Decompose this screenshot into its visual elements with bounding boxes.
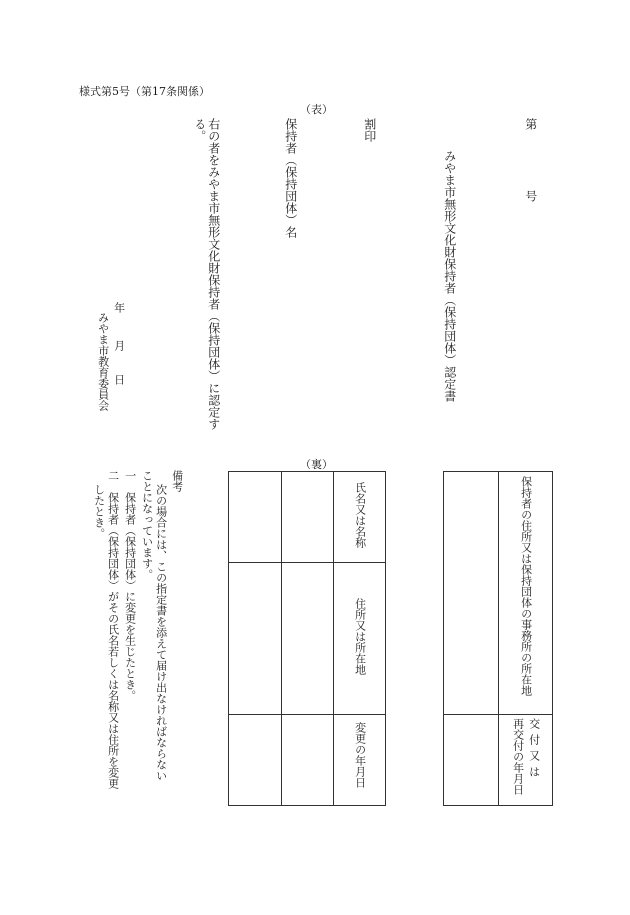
- back-side-header: （裏）: [300, 458, 333, 471]
- form-number-label: 様式第5号（第17条関係）: [79, 85, 210, 98]
- notes-heading: 備考: [170, 470, 184, 492]
- change-date-row-header: 変更の年月日: [353, 722, 367, 788]
- holder-name-label: 保持者（保持団体）名: [283, 118, 298, 238]
- date-year-label: 年: [112, 302, 126, 313]
- front-side-header: （表）: [300, 103, 333, 116]
- issuer-name: みやま市教育委員会: [96, 312, 110, 411]
- change-record-table: [228, 471, 386, 806]
- certification-statement-line2: る。: [192, 118, 207, 142]
- notes-intro-line1: 次の場合には、この指定書を添えて届け出なければならない: [154, 484, 168, 781]
- notes-item-2-line2: したとき。: [92, 484, 106, 539]
- certificate-title: みやま市無形文化財保持者（保持団体）認定書: [442, 150, 457, 402]
- date-day-label: 日: [112, 374, 126, 385]
- issuance-record-table: [443, 471, 553, 806]
- notes-item-2-line1: 二 保持者（保持団体）がその氏名若しくは名称又は住所を変更: [106, 470, 120, 789]
- split-seal-label: 割印: [362, 118, 377, 142]
- date-month-label: 月: [112, 340, 126, 351]
- notes-intro-line2: ことになっています。: [140, 470, 154, 580]
- issue-date-header-line2: 再交付の年月日: [511, 718, 525, 795]
- name-row-header: 氏名又は名称: [353, 482, 367, 548]
- certificate-number-suffix: 号: [523, 190, 538, 202]
- issue-date-header-line1: 交付又は: [527, 718, 541, 782]
- address-row-header: 住所又は所在地: [353, 598, 367, 675]
- address-column-header: 保持者の住所又は保持団体の事務所の所在地: [519, 476, 533, 696]
- certificate-number-prefix: 第: [523, 118, 538, 130]
- notes-item-1: 一 保持者（保持団体）に変更を生じたとき。: [123, 470, 137, 701]
- certification-statement-line1: 右の者をみやま市無形文化財保持者（保持団体）に認定す: [206, 118, 221, 430]
